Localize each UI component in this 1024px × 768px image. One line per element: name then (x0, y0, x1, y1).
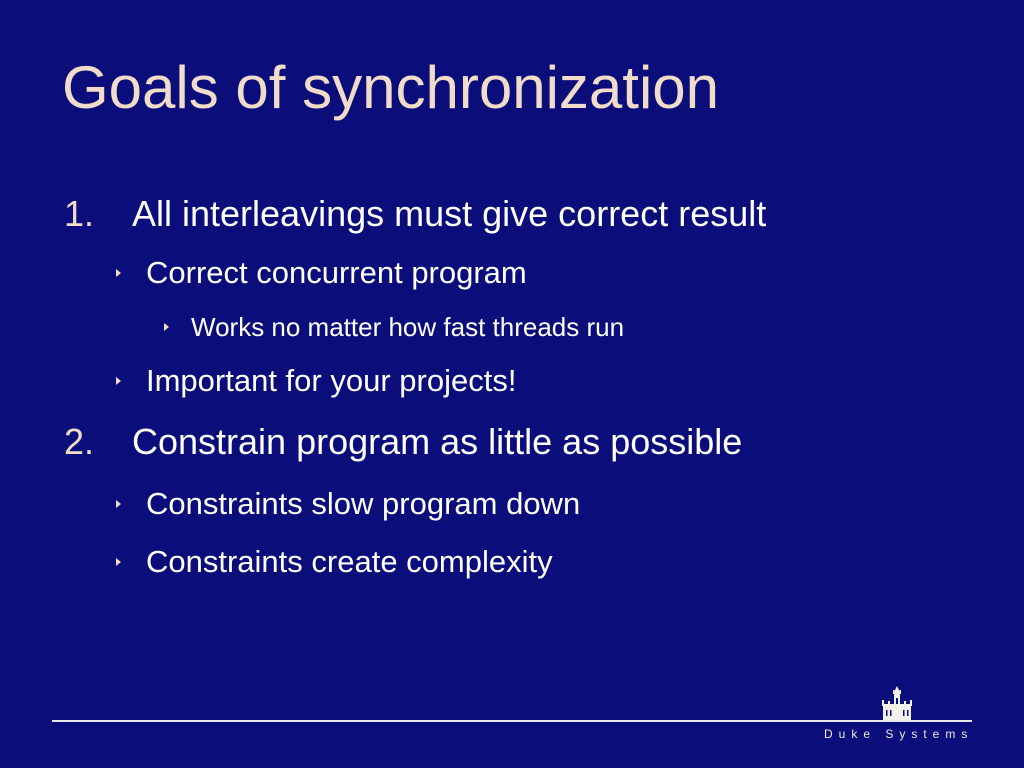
bullet-arrow-icon (116, 558, 121, 566)
sub-item-text: Correct concurrent program (146, 255, 527, 290)
bullet-arrow-icon (116, 269, 121, 277)
sub-item-text: Constraints slow program down (146, 486, 581, 521)
sub-sub-item-text: Works no matter how fast threads run (191, 312, 625, 342)
sub-item-text: Constraints create complexity (146, 544, 553, 579)
item-text: All interleavings must give correct result (132, 193, 767, 234)
sub-item-text: Important for your projects! (146, 363, 517, 398)
item-number: 1. (64, 193, 95, 234)
slide-title: Goals of synchronization (62, 54, 720, 121)
bullet-arrow-icon (116, 500, 121, 508)
footer-brand: Duke Systems (824, 727, 974, 741)
chapel-icon (880, 686, 914, 722)
bullet-arrow-icon (116, 377, 121, 385)
footer-divider (52, 720, 972, 722)
item-text: Constrain program as little as possible (132, 421, 743, 462)
item-number: 2. (64, 421, 95, 462)
bullet-arrow-icon (164, 323, 169, 331)
